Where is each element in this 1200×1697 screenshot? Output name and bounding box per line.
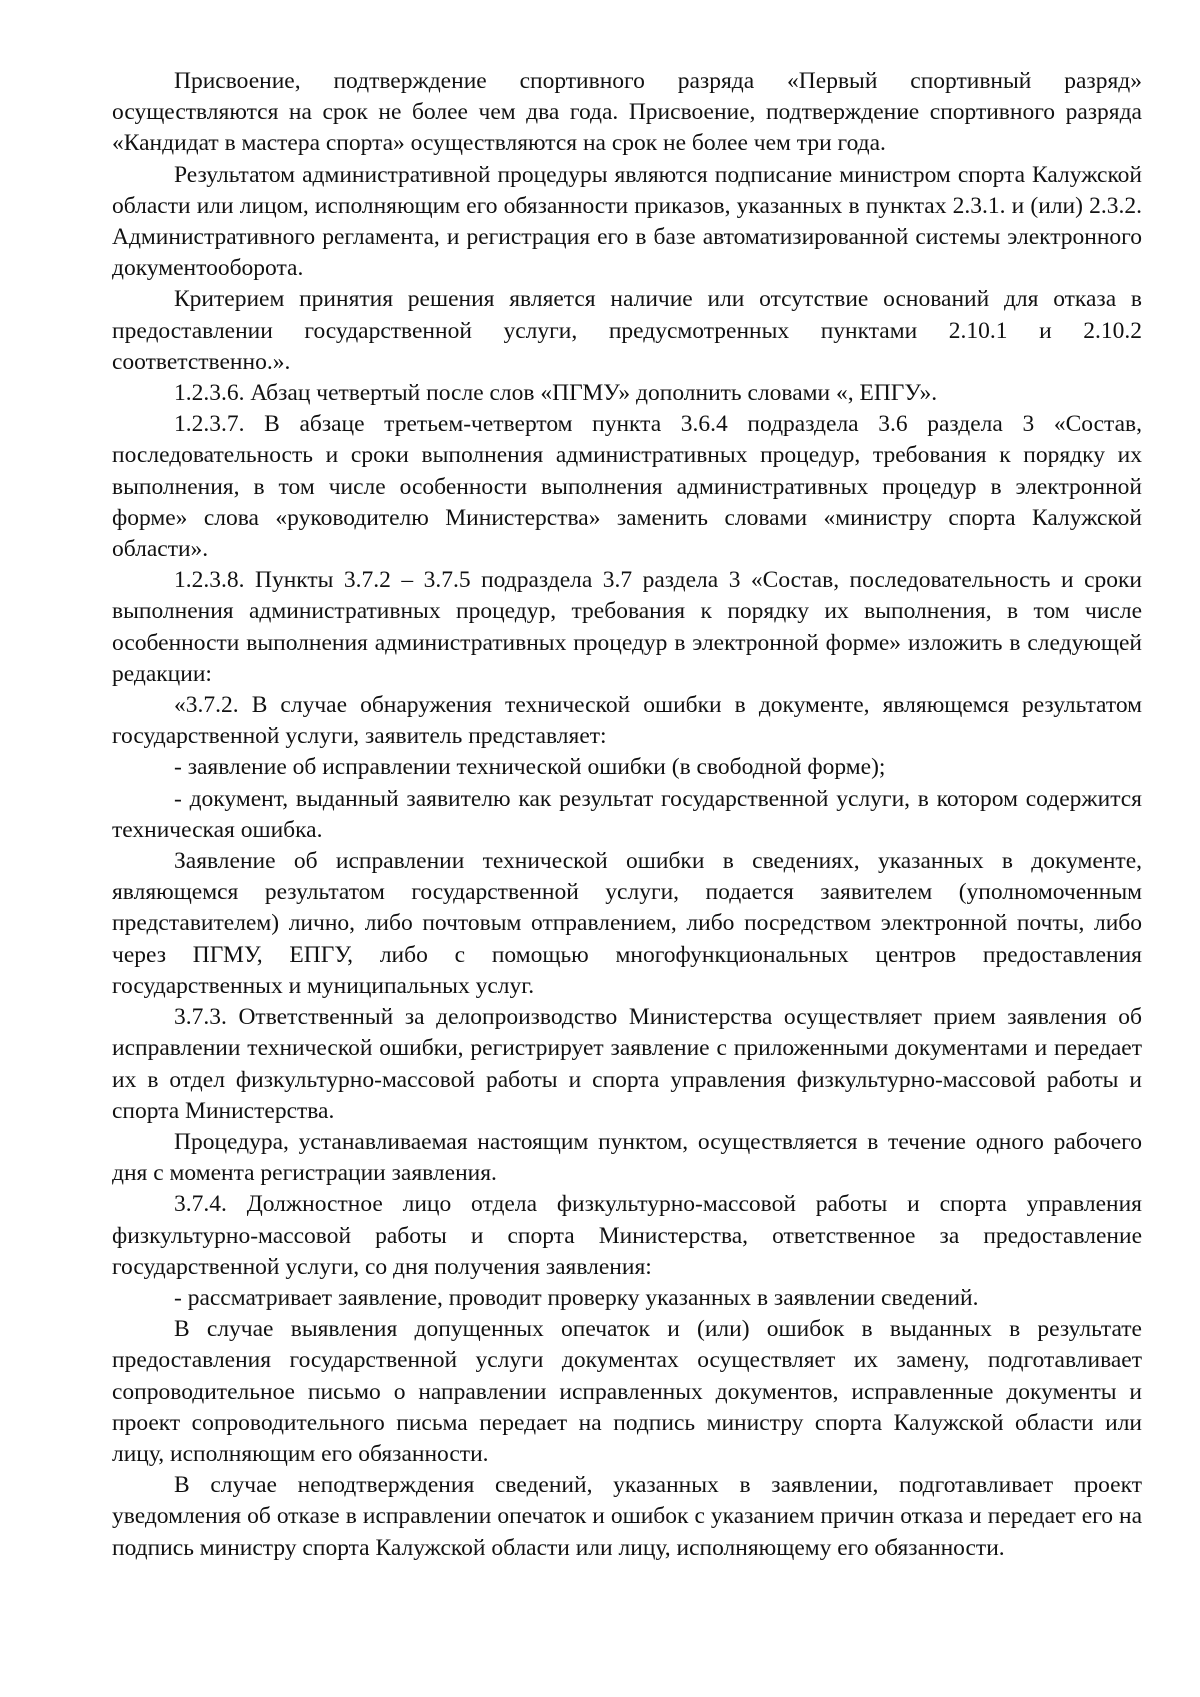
paragraph-6: 1.2.3.8. Пункты 3.7.2 – 3.7.5 подраздела 3.7 раздела 3 «Состав, последовательность и сроки выполнения административных процедур, требования к порядку их выполнения, в том числе особенности выполнения административных процедур в электронной форме» изложить в следующей редакции: [112,567,1142,687]
paragraph-15: В случае выявления допущенных опечаток и (или) ошибок в выданных в результате предоставления государственной услуги документах осуществляет их замену, подготавливает сопроводительное письмо о направлении исправленных документов, исправленные документы и проект сопроводительного письма передает на подпись министру спорта Калужской области или лицу, исполняющим его обязанности. [112,1316,1142,1467]
paragraph-7: «3.7.2. В случае обнаружения технической ошибки в документе, являющемся результатом государственной услуги, заявитель представляет: [112,692,1142,750]
paragraph-5: 1.2.3.7. В абзаце третьем-четвертом пункта 3.6.4 подраздела 3.6 раздела 3 «Состав, последовательность и сроки выполнения административных процедур, требования к порядку их выполнения, в том числе особенности выполнения административных процедур в электронной форме» слова «руководителю Министерства» заменить словами «министру спорта Калужской области». [112,411,1142,563]
paragraph-9: - документ, выданный заявителю как результат государственной услуги, в котором содержится техническая ошибка. [112,785,1142,843]
paragraph-4: 1.2.3.6. Абзац четвертый после слов «ПГМУ» дополнить словами «, ЕПГУ». [174,380,938,407]
paragraph-12: Процедура, устанавливаемая настоящим пунктом, осуществляется в течение одного рабочего дня с момента регистрации заявления. [112,1128,1142,1187]
paragraph-16: В случае неподтверждения сведений, указанных в заявлении, подготавливает проект уведомления об отказе в исправлении опечаток и ошибок с указанием причин отказа и передает его на подпись министру спорта Калужской области или лицу, исполняющему его обязанности. [112,1472,1142,1561]
paragraph-13: 3.7.4. Должностное лицо отдела физкультурно-массовой работы и спорта управления физкультурно-массовой работы и спорта Министерства, ответственное за предоставление государственной услуги, со дня получения заявления: [112,1191,1142,1280]
paragraph-14: - рассматривает заявление, проводит проверку указанных в заявлении сведений. [174,1284,979,1311]
paragraph-10: Заявление об исправлении технической ошибки в сведениях, указанных в документе, являющемся результатом государственной услуги, подается заявителем (уполномоченным представителем) лично, либо почтовым отправлением, либо посредством электронной почты, либо через ПГМУ, ЕПГУ, либо с помощью многофункциональных центров предоставления государственных и муниципальных услуг. [112,848,1142,999]
document-body [112,66,1142,1564]
paragraph-2: Результатом административной процедуры являются подписание министром спорта Калужской области или лицом, исполняющим его обязанности приказов, указанных в пунктах 2.3.1. и (или) 2.3.2. Административного регламента, и регистрация его в базе автоматизированной системы электронного документооборота. [112,161,1142,282]
paragraph-11: 3.7.3. Ответственный за делопроизводство Министерства осуществляет прием заявления об исправлении технической ошибки, регистрирует заявление с приложенными документами и передает их в отдел физкультурно-массовой работы и спорта управления физкультурно-массовой работы и спорта Министерства. [112,1004,1142,1124]
paragraph-3: Критерием принятия решения является наличие или отсутствие оснований для отказа в предоставлении государственной услуги, предусмотренных пунктами 2.10.1 и 2.10.2 соответственно.». [112,286,1142,375]
paragraph-1: Присвоение, подтверждение спортивного разряда «Первый спортивный разряд» осуществляются на срок не более чем два года. Присвоение, подтверждение спортивного разряда «Кандидат в мастера спорта» осуществляются на срок не более чем три года. [112,68,1142,157]
paragraph-8: - заявление об исправлении технической ошибки (в свободной форме); [174,754,886,781]
